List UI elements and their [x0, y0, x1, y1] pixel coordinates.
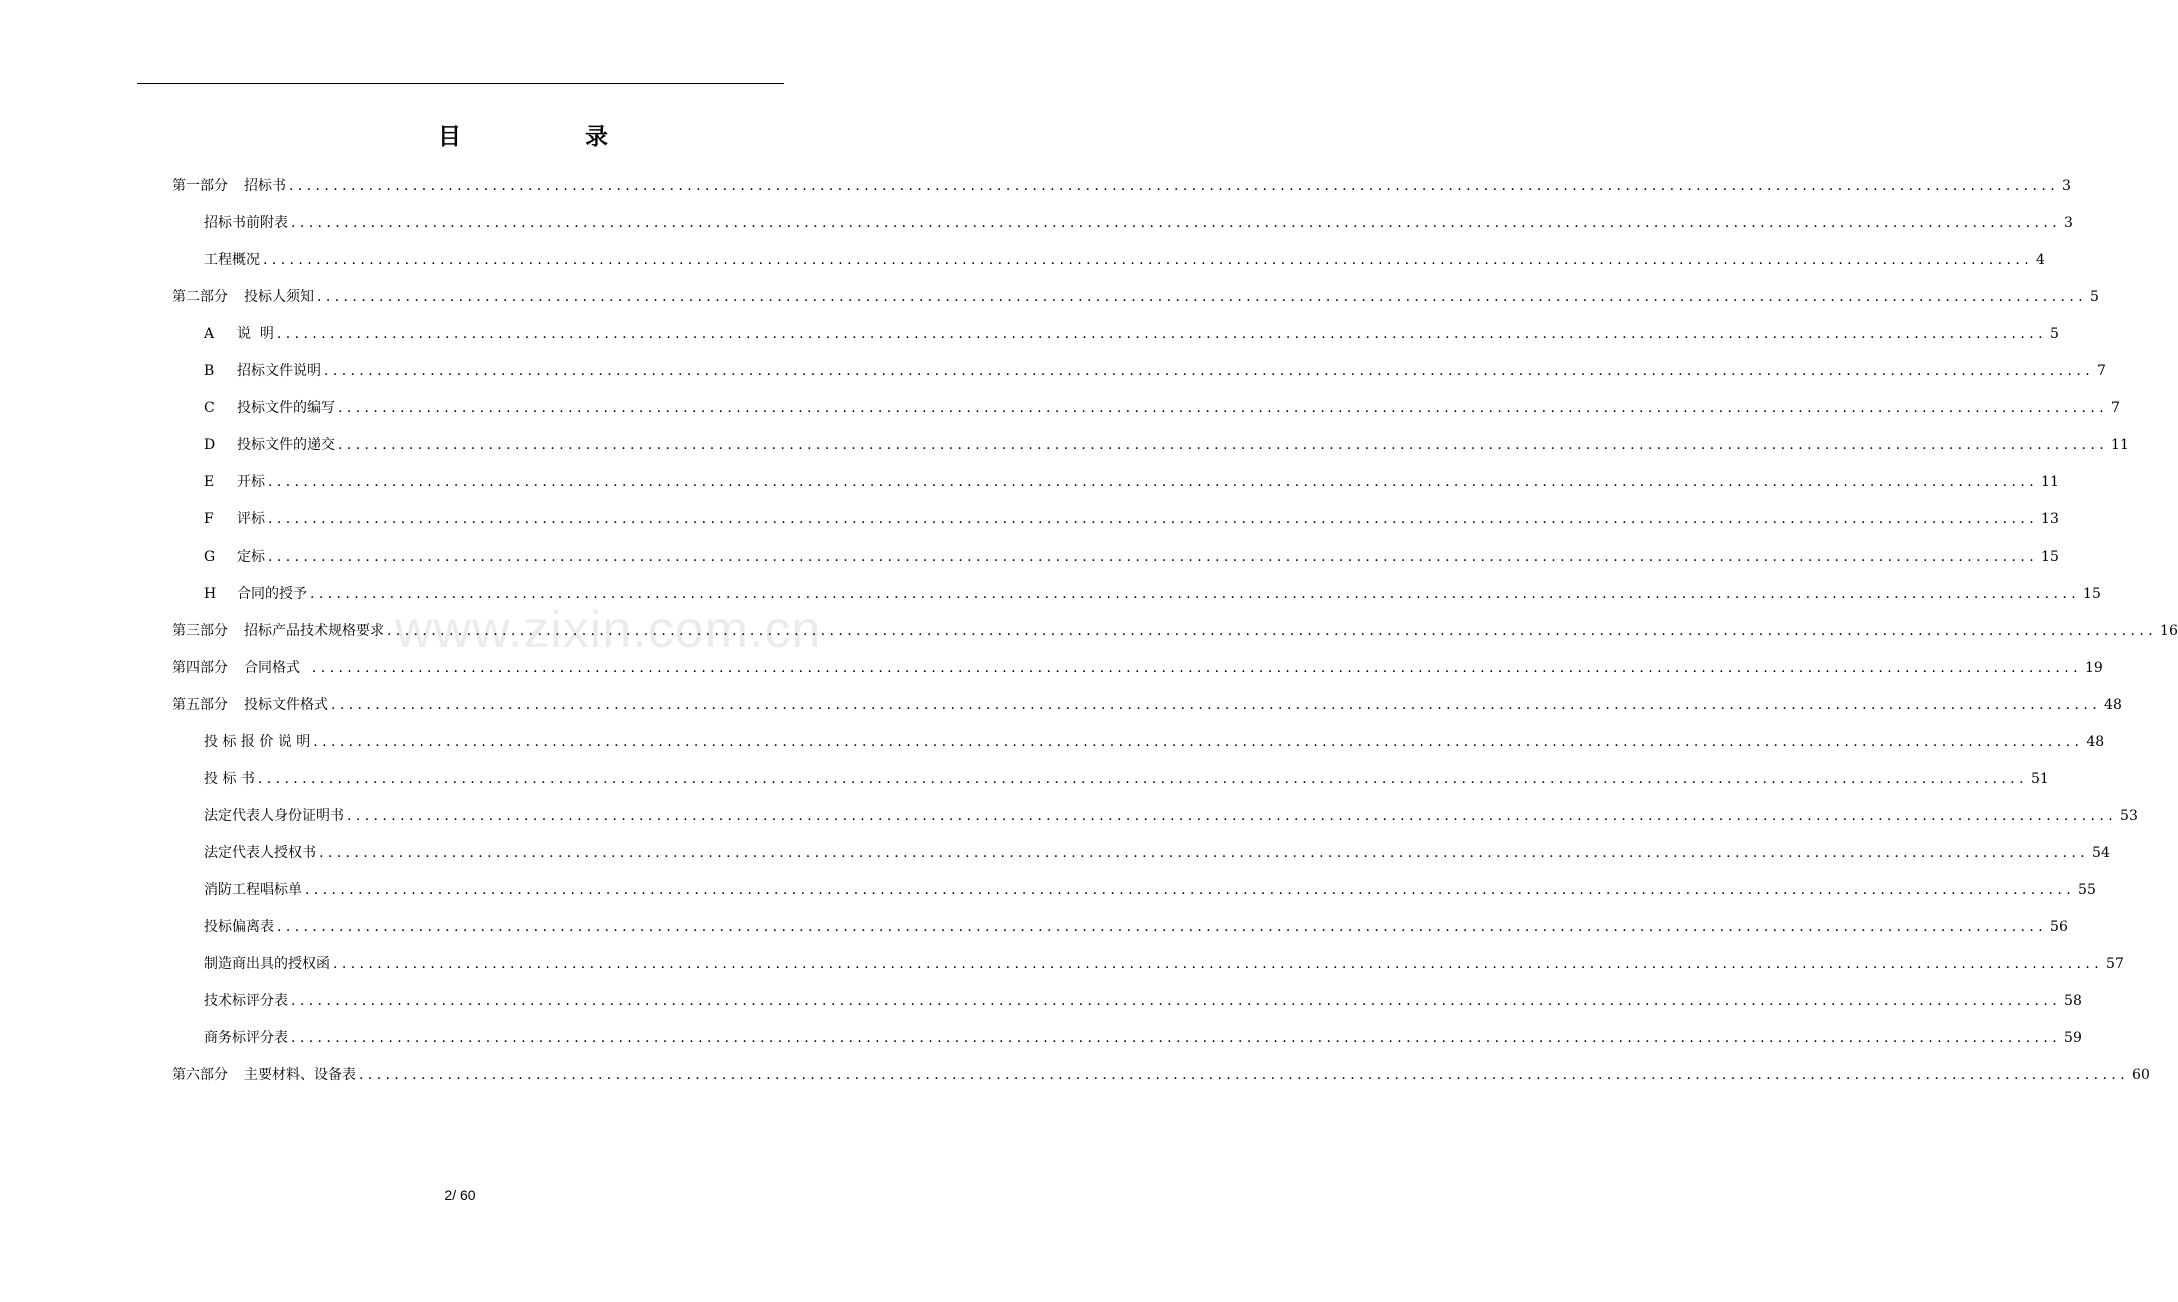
- toc-entry-page: 3: [2062, 178, 2071, 194]
- toc-leader-dots: ........................................................................................................................................................................................................: [268, 549, 2039, 565]
- toc-entry-title: 消防工程唱标单: [204, 882, 302, 898]
- toc-entry[interactable]: [172, 691, 2122, 715]
- toc-entry[interactable]: [204, 468, 2059, 492]
- toc-entry[interactable]: [172, 283, 2099, 307]
- toc-entry-title: 投标文件的递交: [237, 437, 335, 453]
- toc-entry-label: [204, 584, 307, 604]
- toc-entry[interactable]: [204, 839, 2110, 863]
- toc-entry[interactable]: [172, 172, 2071, 196]
- toc-entry-title: 法定代表人身份证明书: [204, 808, 344, 824]
- toc-entry-label: [204, 880, 302, 900]
- toc-entry-page: 51: [2030, 771, 2049, 787]
- toc-entry-title: 投 标 书: [204, 771, 255, 787]
- toc-entry-prefix: E: [204, 474, 215, 490]
- toc-leader-dots: ........................................................................................................................................................................................................: [359, 1067, 2130, 1083]
- toc-entry-page: 15: [2083, 586, 2101, 602]
- toc-leader-dots: ........................................................................................................................................................................................................: [257, 771, 2028, 787]
- toc-entry-label: [204, 991, 288, 1011]
- toc-entry-title: 招标产品技术规格要求: [244, 623, 384, 639]
- toc-entry-prefix: 第三部分: [172, 623, 228, 639]
- toc-leader-dots: ........................................................................................................................................................................................................: [311, 660, 2082, 676]
- toc-entry-label: [172, 658, 309, 678]
- toc-leader-dots: ........................................................................................................................................................................................................: [277, 919, 2048, 935]
- toc-entry-title: 合同格式: [244, 660, 309, 676]
- toc-entry-prefix: 第六部分: [172, 1067, 228, 1083]
- toc-leader-dots: ........................................................................................................................................................................................................: [331, 697, 2102, 713]
- toc-entry-title: 合同的授予: [237, 586, 307, 602]
- toc-entry-label: [204, 398, 335, 418]
- toc-entry-prefix: B: [204, 363, 215, 379]
- toc-entry[interactable]: [204, 357, 2106, 381]
- toc-entry-page: 11: [2111, 437, 2129, 453]
- toc-leader-dots: ........................................................................................................................................................................................................: [268, 511, 2039, 527]
- toc-entry[interactable]: [204, 950, 2124, 974]
- toc-leader-dots: ........................................................................................................................................................................................................: [289, 178, 2060, 194]
- toc-entry[interactable]: [204, 987, 2082, 1011]
- toc-entry-prefix: G: [204, 549, 216, 565]
- toc-entry[interactable]: [204, 543, 2059, 567]
- toc-entry-label: [204, 435, 335, 455]
- toc-leader-dots: ........................................................................................................................................................................................................: [317, 289, 2088, 305]
- toc-entry[interactable]: [204, 802, 2138, 826]
- toc-entry-title: 工程概况: [204, 252, 260, 268]
- toc-entry-page: 3: [2064, 215, 2073, 231]
- toc-entry-title: 投标文件格式: [244, 697, 328, 713]
- toc-leader-dots: ........................................................................................................................................................................................................: [305, 882, 2076, 898]
- toc-leader-dots: ........................................................................................................................................................................................................: [338, 400, 2109, 416]
- toc-leader-dots: ........................................................................................................................................................................................................: [324, 363, 2095, 379]
- toc-leader-dots: ........................................................................................................................................................................................................: [338, 437, 2109, 453]
- toc-entry-page: 13: [2041, 511, 2059, 527]
- toc-entry-page: 48: [2086, 734, 2105, 750]
- toc-leader-dots: ........................................................................................................................................................................................................: [263, 252, 2034, 268]
- toc-entry-page: 53: [2120, 808, 2138, 824]
- toc-entry-label: [172, 695, 328, 715]
- toc-entry-title: 投标偏离表: [204, 919, 274, 935]
- toc-entry-label: [204, 250, 260, 270]
- toc-entry-title: 主要材料、设备表: [244, 1067, 356, 1083]
- watermark: www.zixin.com.cn: [395, 601, 822, 659]
- toc-entry[interactable]: [204, 320, 2059, 344]
- toc-entry-prefix: H: [204, 586, 217, 602]
- toc-entry-label: [204, 213, 288, 233]
- toc-entry[interactable]: [204, 505, 2059, 529]
- toc-leader-dots: ........................................................................................................................................................................................................: [291, 1030, 2062, 1046]
- toc-entry-title: 招标书: [244, 178, 286, 194]
- toc-entry-page: 7: [2097, 363, 2106, 379]
- toc-entry-page: 5: [2049, 326, 2059, 342]
- toc-entry-label: [172, 1065, 356, 1085]
- toc-entry-label: [204, 324, 274, 344]
- toc-entry[interactable]: [204, 580, 2101, 604]
- toc-entry-label: [204, 769, 255, 789]
- toc-entry-title: 商务标评分表: [204, 1030, 288, 1046]
- toc-entry-page: 19: [2084, 660, 2103, 676]
- toc-entry-page: 54: [2092, 845, 2110, 861]
- toc-entry-page: 56: [2050, 919, 2068, 935]
- toc-leader-dots: ........................................................................................................................................................................................................: [291, 993, 2062, 1009]
- toc-entry-title: 开标: [237, 474, 265, 490]
- toc-entry-prefix: 第四部分: [172, 660, 228, 676]
- toc-entry-label: [172, 287, 314, 307]
- toc-leader-dots: ........................................................................................................................................................................................................: [387, 623, 2158, 639]
- toc-entry-title: 法定代表人授权书: [204, 845, 316, 861]
- toc-entry[interactable]: [204, 246, 2045, 270]
- page-number: 2/ 60: [444, 1187, 476, 1203]
- toc-entry-label: [204, 954, 330, 974]
- toc-entry-label: [172, 176, 286, 196]
- toc-entry[interactable]: [172, 1061, 2150, 1085]
- toc-entry[interactable]: [204, 431, 2129, 455]
- toc-entry[interactable]: [204, 876, 2096, 900]
- toc-entry-label: [204, 917, 274, 937]
- toc-entry-prefix: D: [204, 437, 216, 453]
- toc-entry-label: [204, 1028, 288, 1048]
- toc-entry-page: 48: [2104, 697, 2122, 713]
- toc-entry[interactable]: [204, 765, 2049, 789]
- toc-leader-dots: ........................................................................................................................................................................................................: [291, 215, 2062, 231]
- title-char-2: 录: [585, 123, 608, 150]
- toc-leader-dots: ........................................................................................................................................................................................................: [276, 326, 2047, 342]
- header-rule: [137, 83, 784, 84]
- toc-leader-dots: ........................................................................................................................................................................................................: [319, 845, 2090, 861]
- toc-entry[interactable]: [172, 617, 2178, 641]
- toc-entry-title: 技术标评分表: [204, 993, 288, 1009]
- toc-entry[interactable]: [204, 209, 2073, 233]
- toc-entry-label: [204, 806, 344, 826]
- toc-entry-prefix: 第二部分: [172, 289, 228, 305]
- toc-entry-title: 招标书前附表: [204, 215, 288, 231]
- toc-entry-page: 5: [2090, 289, 2099, 305]
- toc-entry-prefix: 第五部分: [172, 697, 228, 713]
- toc-entry[interactable]: [204, 1024, 2082, 1048]
- toc-entry-title: 说 明: [237, 326, 274, 342]
- toc-entry[interactable]: [172, 654, 2103, 678]
- toc-entry[interactable]: [204, 728, 2105, 752]
- toc-entry-title: 投标文件的编写: [237, 400, 335, 416]
- toc-entry-prefix: 第一部分: [172, 178, 228, 194]
- toc-entry-page: 16: [2160, 623, 2178, 639]
- toc-entry-page: 15: [2041, 549, 2059, 565]
- toc-entry-page: 57: [2106, 956, 2124, 972]
- toc-leader-dots: ........................................................................................................................................................................................................: [313, 734, 2084, 750]
- toc-entry-page: 4: [2036, 252, 2045, 268]
- toc-entry-page: 55: [2078, 882, 2096, 898]
- toc-entry-label: [204, 547, 265, 567]
- toc-leader-dots: ........................................................................................................................................................................................................: [268, 474, 2039, 490]
- toc-entry-prefix: C: [204, 400, 215, 416]
- toc-entry-title: 招标文件说明: [237, 363, 321, 379]
- toc-entry-page: 58: [2064, 993, 2082, 1009]
- toc-entry-label: [172, 621, 384, 641]
- toc-entry[interactable]: [204, 394, 2120, 418]
- toc-entry-title: 制造商出具的授权函: [204, 956, 330, 972]
- toc-entry-page: 7: [2111, 400, 2120, 416]
- toc-entry-page: 59: [2064, 1030, 2082, 1046]
- toc-leader-dots: ........................................................................................................................................................................................................: [333, 956, 2104, 972]
- title-char-1: 目: [438, 123, 461, 150]
- toc-leader-dots: ........................................................................................................................................................................................................: [310, 586, 2081, 602]
- toc-entry-label: [204, 472, 265, 492]
- toc-entry-page: 11: [2041, 474, 2059, 490]
- toc-entry-title: 投标人须知: [244, 289, 314, 305]
- toc-entry-label: [204, 843, 316, 863]
- toc-entry-prefix: F: [204, 511, 214, 527]
- toc-entry[interactable]: [204, 913, 2068, 937]
- toc-entry-label: [204, 361, 321, 381]
- toc-entry-prefix: A: [204, 326, 215, 342]
- toc-leader-dots: ........................................................................................................................................................................................................: [347, 808, 2118, 824]
- toc-entry-label: [204, 509, 265, 529]
- toc-entry-title: 定标: [237, 549, 265, 565]
- toc-entry-title: 评标: [237, 511, 265, 527]
- toc-entry-title: 投 标 报 价 说 明: [204, 734, 311, 750]
- toc-entry-label: [204, 732, 310, 752]
- toc-entry-page: 60: [2132, 1067, 2150, 1083]
